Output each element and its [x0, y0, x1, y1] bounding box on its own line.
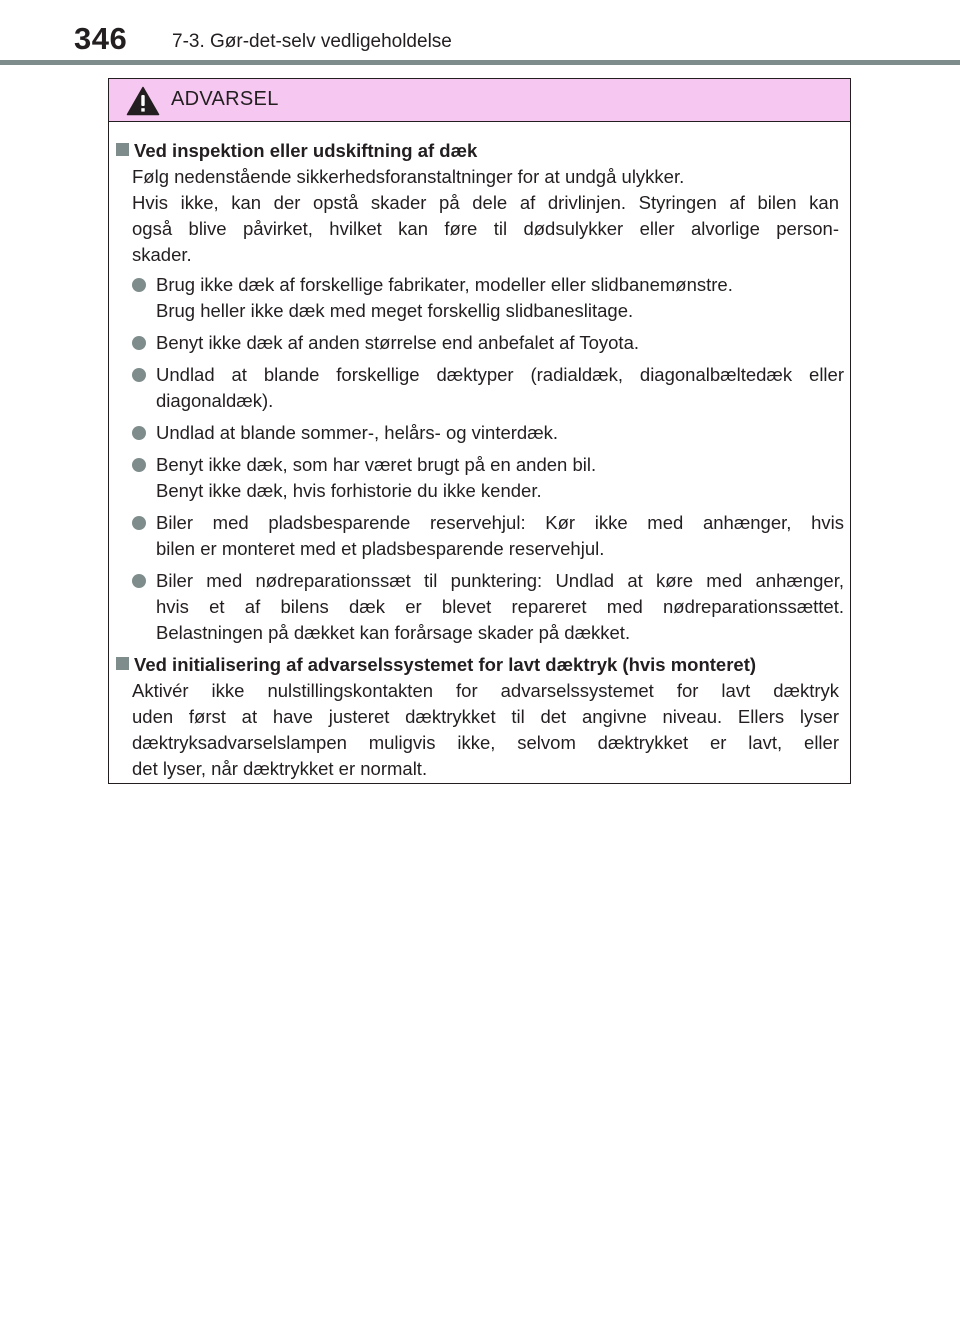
bullet-line: bilen er monteret med et pladsbesparende reservehjul. — [156, 538, 605, 559]
bullet-line: diagonaldæk). — [156, 390, 274, 411]
bullet-line: Belastningen på dækket kan forårsage skader på dækket. — [156, 622, 631, 643]
intro-line: Følg nedenstående sikkerhedsforanstaltninger for at undgå ulykker. — [132, 166, 685, 187]
warning-title: ADVARSEL — [171, 88, 279, 110]
header-rule — [0, 60, 960, 65]
bullet-line: Benyt ikke dæk, som har været brugt på en anden bil. — [156, 454, 597, 475]
square-bullet-icon — [116, 657, 129, 670]
section-heading-tire-inspection — [116, 138, 477, 164]
round-bullet-icon — [132, 368, 146, 382]
intro-line: også blive påvirket, hvilket kan føre til dødsulykker eller alvorlige person- — [132, 218, 839, 239]
round-bullet-icon — [132, 458, 146, 472]
section-intro — [132, 164, 839, 268]
round-bullet-icon — [132, 516, 146, 530]
warning-header — [109, 79, 850, 122]
bullet-line: Brug heller ikke dæk med meget forskellig slidbaneslitage. — [156, 300, 634, 321]
bullet-line: Biler med nødreparationssæt til punktering: Undlad at køre med anhænger, — [156, 570, 844, 591]
body-line: det lyser, når dæktrykket er normalt. — [132, 758, 428, 779]
page-number: 346 — [74, 21, 128, 56]
body-line: dæktryksadvarselslampen muligvis ikke, selvom dæktrykket er lavt, eller — [132, 732, 839, 753]
section-heading-text: Ved initialisering af advarselssystemet for lavt dæktryk (hvis monteret) — [134, 654, 757, 675]
round-bullet-icon — [132, 278, 146, 292]
bullet-line: Undlad at blande sommer-, helårs- og vinterdæk. — [156, 422, 559, 443]
section-heading-tpms-initialization — [116, 652, 756, 678]
warning-triangle-icon — [126, 86, 160, 116]
body-line: uden først at have justeret dæktrykket til det angivne niveau. Ellers lyser — [132, 706, 839, 727]
bullet-line: Biler med pladsbesparende reservehjul: Kør ikke med anhænger, hvis — [156, 512, 844, 533]
round-bullet-icon — [132, 336, 146, 350]
section-title: 7-3. Gør-det-selv vedligeholdelse — [172, 31, 452, 52]
body-line: Aktivér ikke nulstillingskontakten for advarselssystemet for lavt dæktryk — [132, 680, 839, 701]
round-bullet-icon — [132, 426, 146, 440]
square-bullet-icon — [116, 143, 129, 156]
bullet-line: Benyt ikke dæk, hvis forhistorie du ikke kender. — [156, 480, 542, 501]
bullet-line: hvis et af bilens dæk er blevet repareret med nødreparationssættet. — [156, 596, 844, 617]
bullet-line: Undlad at blande forskellige dæktyper (radialdæk, diagonalbæltedæk eller — [156, 364, 844, 385]
intro-line: Hvis ikke, kan der opstå skader på dele af drivlinjen. Styringen af bilen kan — [132, 192, 839, 213]
section-body — [132, 678, 839, 782]
bullet-line: Brug ikke dæk af forskellige fabrikater, modeller eller slidbanemønstre. — [156, 274, 733, 295]
bullet-line: Benyt ikke dæk af anden størrelse end anbefalet af Toyota. — [156, 332, 640, 353]
intro-line: skader. — [132, 244, 192, 265]
section-heading-text: Ved inspektion eller udskiftning af dæk — [134, 140, 478, 161]
warning-box — [108, 78, 851, 784]
round-bullet-icon — [132, 574, 146, 588]
